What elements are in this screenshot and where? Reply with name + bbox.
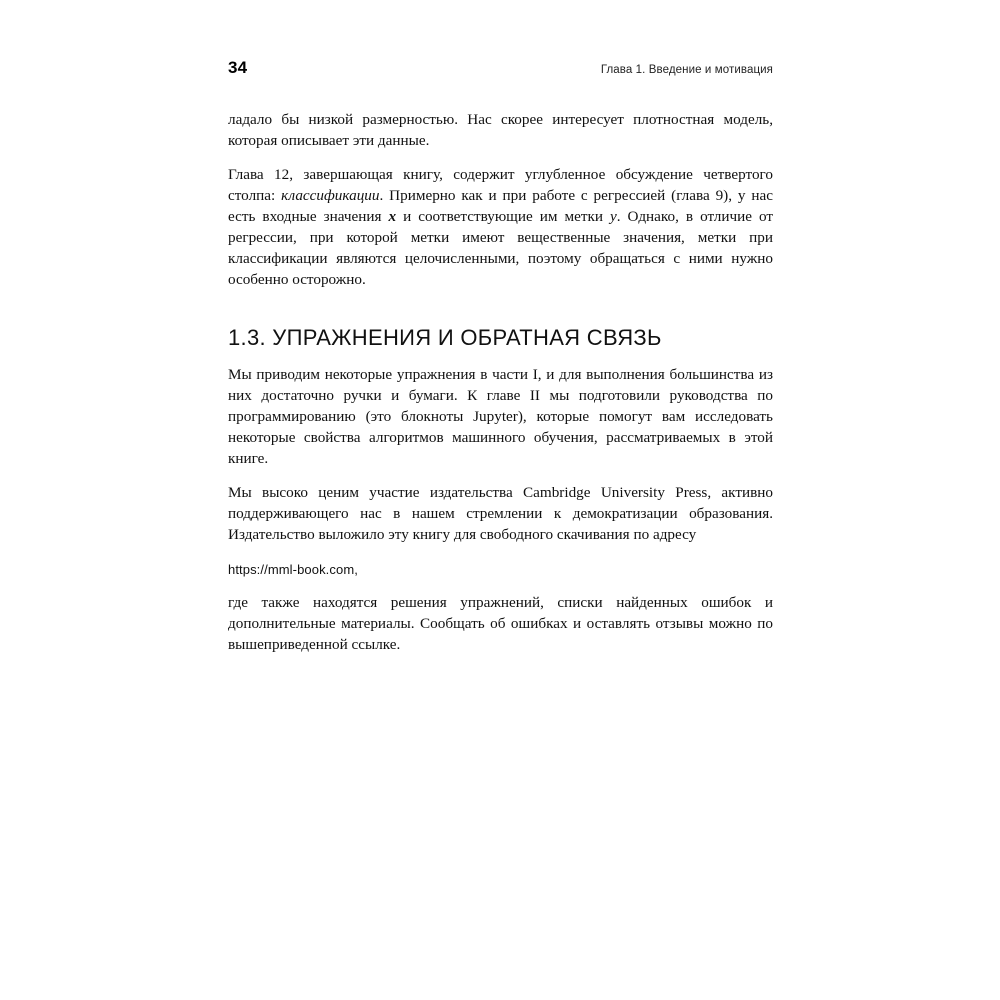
page-header <box>228 58 773 78</box>
emphasis-classification: классификации <box>281 186 380 204</box>
paragraph-publisher: Мы высоко ценим участие издательства Cambridge University Press, активно поддерживающего нас в нашем стремлении к демократизации образования. Издательство выложило эту книгу для свободного скачивания по адресу <box>228 483 773 543</box>
math-variable-y: y <box>610 207 617 225</box>
paragraph-continued <box>228 110 773 152</box>
page-content <box>228 110 773 669</box>
paragraph-feedback: где также находятся решения упражнений, списки найденных ошибок и дополнительные материалы. Сообщать об ошибках и оставлять отзывы можно по вышеприведенной ссылке. <box>228 593 773 653</box>
book-url-link[interactable]: https://mml-book.com, <box>228 561 358 577</box>
paragraph-classification-text-c: и соответствующие им метки <box>396 207 610 225</box>
paragraph-classification-text-d: . Однако, в отличие от регрессии, при которой метки имеют вещественные значения, метки при классификации являются целочисленными, поэтому обращаться с ними нужно особенно осторожно. <box>228 207 773 288</box>
paragraph-classification <box>228 165 773 291</box>
paragraph-classification-text-b: . Примерно как и при работе с регрессией (глава 9), у нас есть входные значения <box>228 186 773 225</box>
math-variable-x: x <box>388 207 397 225</box>
page-number: 34 <box>228 58 248 77</box>
paragraph-continued-text: ладало бы низкой размерностью. Нас скорее интересует плотностная модель, которая описывает эти данные. <box>228 111 773 149</box>
section-heading: 1.3. УПРАЖНЕНИЯ И ОБРАТНАЯ СВЯЗЬ <box>228 324 662 350</box>
running-head: Глава 1. Введение и мотивация <box>600 64 773 76</box>
paragraph-exercises: Мы приводим некоторые упражнения в части I, и для выполнения большинства из них достаточно ручки и бумаги. К главе II мы подготовили руководства по программированию (это блокноты Jupyter), которые помогут вам исследовать некоторые свойства алгоритмов машинного обучения, рассматриваемых в этой книге. <box>228 366 773 468</box>
paragraph-classification-text-a: Глава 12, завершающая книгу, содержит углубленное обсуждение четвертого столпа: <box>228 165 773 204</box>
